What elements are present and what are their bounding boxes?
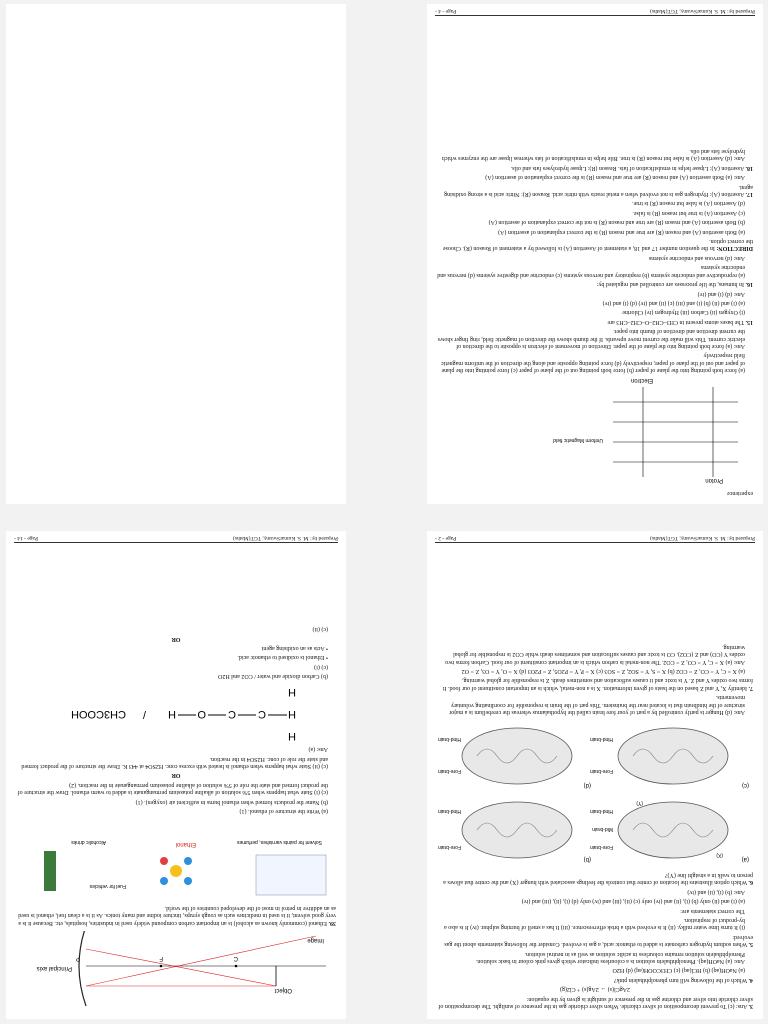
- direction-d: (d) Assertion (A) is false but reason (R) is true.: [632, 200, 745, 207]
- label-mid: Mid-brain: [592, 826, 613, 833]
- direction-c: (c) Assertion (A) is true but reason (R) is false.: [632, 209, 745, 216]
- label-fore: Fore-brain: [437, 844, 461, 851]
- q14-answer: Ans: (a) force both pointing into the plane of the paper. Direction of movement of electron is opposite to the direction of electric current. This will make the current move upwards. If the thumb shows the direction of magnetic field, ring finger shows the current direction and direction of thumb into paper.: [437, 328, 745, 349]
- page-2: [427, 531, 763, 1019]
- mirror-ray-diagram: [16, 931, 336, 1011]
- answer: Ans: (a) X = C, Y = CO, Z = CO2. The non-metal is carbon which is an important constituent of our food. Carbon forms two oxides Y (CO) and Z (CO2). CO is toxic and causes suffocation and sometimes death while CO2 is responsible for global warming.: [445, 643, 745, 665]
- question-number: 6.: [748, 879, 753, 886]
- question-number: 18.: [745, 164, 753, 171]
- question-number: 17.: [745, 191, 753, 198]
- question-17: [437, 182, 753, 197]
- blank-page: [6, 4, 346, 504]
- answer-c-i-point-1: • Ethanol is oxidised to ethanoic acid.: [237, 654, 328, 661]
- question-18: [437, 163, 753, 170]
- brain-option-c: [590, 729, 749, 789]
- label-p: P: [75, 955, 80, 961]
- part-a: (a) Write the structure of ethanol. (1): [239, 807, 328, 814]
- options: (a) NaOH(aq) (b) HCl(aq) (c) CH3COOH(aq) (d) H2O: [612, 967, 745, 974]
- option-label: (d): [583, 782, 591, 789]
- question-text: In humans, the life processes are controlled and regulated by:: [596, 281, 744, 288]
- option-label: (a): [741, 856, 749, 863]
- answer: Ans: (a) NaOH(aq). Phenolphthalein solution is a colourless indicator which gives pink colour in basic solution. Phenolphthalein solution remains colourless in acidic solution as well as in neutral solution.: [475, 950, 745, 964]
- question-number: 5.: [748, 941, 753, 948]
- brain-option-a: [590, 801, 749, 863]
- q14-options: (a) force both pointing into the plane of paper (b) force both pointing out of the plane of paper (c) force pointing into the plane of paper and out of the plane of paper, respectively (d) force pointing opposite and along the direction of the uniform magnetic field respectively: [441, 352, 745, 374]
- options: (a) (i) and (ii) only (b) (i), (ii) and (iv) only (c) (ii), (iii) and (iv) only (d) (i), (ii), (iii) and (iv): [521, 898, 745, 905]
- direction-a: (a) Both assertion (A) and reason (R) are true and reason (R) is the correct explanation of assertion (A): [498, 228, 745, 235]
- bottle-icon: [44, 851, 56, 891]
- footer-author: Prepared by: M. S. KumarSwamy, TGT(Maths): [233, 535, 338, 541]
- footer-page: Page - 2 -: [435, 535, 457, 541]
- label-electron: Electron: [630, 376, 653, 383]
- answer: Ans: (d) (i) and (iv): [697, 290, 745, 297]
- formula-separator: /: [142, 707, 146, 720]
- direction: [437, 237, 753, 252]
- direction-label: DIRECTION:: [716, 245, 753, 252]
- structural-formula: [168, 686, 296, 742]
- point-f: [160, 965, 163, 968]
- direction-b: (b) Both assertion (A) and reason (R) are true and reason (R) is not the correct explanation of assertion (A): [488, 219, 745, 226]
- equation: 2AgCl(s) → 2Ag(s) + Cl2(g): [559, 986, 631, 993]
- page-2-body: [437, 640, 753, 1011]
- answer-c-ii: (c) (ii): [312, 626, 328, 633]
- brain-option-d: [438, 729, 591, 789]
- question-15: [437, 317, 753, 324]
- question-number: 3.: [748, 1003, 753, 1009]
- field-lines: [613, 402, 738, 462]
- footer-page: Page - 4 -: [435, 8, 457, 14]
- question-text: Assertion (A): Hydrogen gas is not evolved when a metal reacts with nitric acid. Reason (R): Nitric acid is a strong oxidising agent.: [444, 183, 753, 198]
- ethanol-uses-graphic: [16, 817, 336, 901]
- svg-text:H: H: [168, 707, 176, 720]
- question-39: [16, 903, 336, 925]
- direction-text: In the question number 17 and 18, a statement of Assertion (A) is followed by a statement of Reason (R). Choose the correct option.: [442, 238, 753, 252]
- label-hind: Hind-brain: [437, 736, 461, 743]
- question-number: 16.: [745, 281, 753, 288]
- footer-page: Page - 14 -: [14, 535, 38, 541]
- svg-text:C: C: [228, 707, 236, 720]
- label-f: F: [159, 955, 163, 961]
- statements: (i) It turns lime water milky. (ii) It is evolved with a brisk effervescence. (iii) It has a smell of burning sulphur. (iv) It is also a by-product of respiration.: [444, 916, 745, 931]
- question-text: When sodium hydrogen carbonate is added to ethanoic acid, a gas is evolved. Consider the following statements about the gas evolved:: [444, 933, 753, 948]
- options: (a) (i) and (ii) (b) (i) and (iii) (c) (ii) and (iv) (d) (i) and (iv): [602, 299, 745, 306]
- answer: Ans: (a) Both assertion (A) and reason (R) are true and reason (R) is the correct explanation of assertion (A): [485, 174, 745, 181]
- label-x: (X): [716, 852, 723, 859]
- brain-diagrams: [437, 719, 753, 869]
- question-number: 7.: [748, 684, 753, 691]
- ray-2: [86, 936, 316, 986]
- answer: Ans: (b) (i), (ii) and (iv): [687, 888, 745, 895]
- label-hind: Hind-brain: [589, 736, 613, 743]
- question-text: The bases atoms present in CH3–CH2–O–CH2–CH3 are: [607, 318, 745, 325]
- or-label: OR: [171, 772, 181, 779]
- page-footer: [435, 535, 755, 543]
- part-c-ii: (c) (ii) State what happens when ethanol is heated with excess conc. H2SO4 at 443 K. Draw the structure of the product formed and state the role of conc. H2SO4 in the reaction.: [21, 755, 328, 769]
- question-5: [437, 932, 753, 947]
- label-hind: Hind-brain: [589, 808, 613, 815]
- label-fuel: Fuel for vehicles: [89, 883, 126, 890]
- question-text: Identify X, Y and Z based on the basis of given information. X is a non-metal, which is an important constituent of our food. It forms two oxides Y and Z. Y is toxic and it causes suffocation and sometimes death. Z is responsible for global warming.: [442, 677, 753, 691]
- question-number: 4.: [748, 976, 753, 983]
- ethanol-structure: [16, 683, 336, 743]
- ray-3: [86, 949, 276, 986]
- molecule-icon: [160, 857, 192, 885]
- part-c-i: (c) (i) State what happens when 5% solution of alkaline potassium permanganate is added to warm ethanol. Draw the structure of the product formed and state the role of 5% solution of alkaline potassium permanganate in the reaction. (2): [17, 781, 328, 796]
- answer-c-i-point-2: • Acts as an oxidising agent: [261, 645, 328, 652]
- concave-mirror: [79, 931, 86, 1006]
- option-label: (c): [742, 782, 749, 789]
- footer-author: Prepared by: M. S. KumarSwamy, TGT(Maths): [650, 535, 755, 541]
- option-label: (b): [583, 856, 591, 863]
- question-number: 15.: [745, 318, 753, 325]
- paint-can-icon: [256, 855, 326, 895]
- question-text: Ans: (c) To prevent decomposition of silver chloride. When silver chloride gas in the presence of sunlight. The decomposition of silver chloride into silver and chlorine gas in the presence of sunlight is given by the equation:: [438, 995, 753, 1009]
- answer-b: (b) Carbon dioxide and water / CO2 and H2O: [218, 673, 328, 680]
- page-14-body: [16, 623, 336, 1011]
- page-footer: [14, 535, 338, 543]
- svg-text:H: H: [288, 685, 296, 698]
- label-ethanol: Ethanol: [175, 841, 196, 848]
- question-text: Which option illustrates the location of centre that controls the feelings associated with hunger (X) and the centre that allows a person to walk in a straight line (Y)?: [443, 871, 753, 886]
- question-6: [437, 871, 753, 886]
- brain-option-b: [438, 803, 591, 863]
- label-y: (Y): [636, 800, 643, 807]
- label-field: Uniform Magnetic field: [553, 436, 603, 443]
- question-text: Assertion (A): Lipase helps in emulsification of fats. Reason (R): Lipase hydrolyses fats and oils.: [510, 164, 745, 171]
- svg-text:C: C: [258, 707, 266, 720]
- items: (i) Oxygen (ii) Carbon (iii) Hydrogen (iv) Chlorine: [622, 309, 745, 316]
- answer: Ans: (d) nervous and endocrine systems: [648, 254, 745, 261]
- answer-a-label: Ans: (a): [308, 746, 328, 753]
- page-footer: [435, 8, 755, 16]
- question-text: Ethanol (commonly known as alcohol) is an important carbon compound widely used in industries, hospitals, etc. Because it is a very good solvent, it is used in medicines such as cough syrups, tincture iodine and many tonics. As it is a clean fuel, ethanol is used as an additive in petrol in most of the developed countries of the world.: [18, 904, 336, 926]
- page-4-body: [437, 145, 753, 496]
- label-image: Image: [307, 937, 324, 943]
- answer-c-i: (c) (i): [314, 663, 328, 670]
- label-c: C: [233, 955, 238, 961]
- correct-label: The correct statements are:: [680, 907, 745, 914]
- svg-text:H: H: [288, 707, 296, 720]
- svg-text:O: O: [197, 707, 206, 720]
- svg-text:H: H: [288, 729, 296, 742]
- or-label-answer: OR: [171, 635, 181, 642]
- label-axis: Principal axis: [36, 965, 72, 971]
- question-7: [437, 676, 753, 691]
- label-solvent: Solvent for paints varnishes, perfumes: [236, 839, 322, 846]
- question-text: Which of the following will turn phenolphthalein pink?: [613, 976, 748, 983]
- label-proton: Proton: [705, 476, 723, 483]
- answer: Ans: (d) Hunger is partly controlled by a part of your fore brain called the hypothalamus whereas the cerebellum is a major structure of the hindbrain that is located near the brainstem. This part of the brain is responsible for coordinating voluntary movements.: [449, 694, 745, 716]
- label-fore: Fore-brain: [437, 768, 461, 775]
- part-b: (b) Name the products formed when ethanol burns in sufficient air (oxygen). (1): [135, 798, 328, 805]
- footer-author: Prepared by: M. S. KumarSwamy, TGT(Maths): [650, 8, 755, 14]
- label-hind: Hind-brain: [437, 808, 461, 815]
- question-4: [437, 975, 753, 982]
- page-4-heading: experience: [727, 490, 753, 496]
- answer: Ans: (d) Assertion (A) is false but reason (R) is true. Bile helps in emulsification of fats whereas lipase are the enzymes which hydrolyse fats and oils.: [441, 148, 745, 162]
- question-number: 39.: [328, 919, 336, 926]
- options: (a) reproductive and endocrine systems (b) respiratory and nervous systems (c) endocrine and digestive systems (d) nervous and endocrine systems: [437, 264, 745, 278]
- question-3: [437, 994, 753, 1009]
- page-4: [427, 4, 763, 504]
- label-fore: Fore-brain: [589, 768, 613, 775]
- options: (a) X = C, Y = CO, Z = CO2 (b) X = S, Y = SO2, Z = SO3 (c) X = P, Y = P2O5, Z = P2O3 (d) X = O, Y = O3, Z = O2: [461, 668, 745, 675]
- label-fore: Fore-brain: [589, 844, 613, 851]
- condensed-formula: CH3COOH: [70, 707, 126, 720]
- label-drinks: Alcoholic drinks: [71, 839, 106, 846]
- label-object: Object: [274, 987, 292, 993]
- point-c: [235, 965, 238, 968]
- magnetic-field-diagram: [437, 377, 753, 487]
- question-16: [437, 280, 753, 287]
- page-14: [6, 531, 346, 1019]
